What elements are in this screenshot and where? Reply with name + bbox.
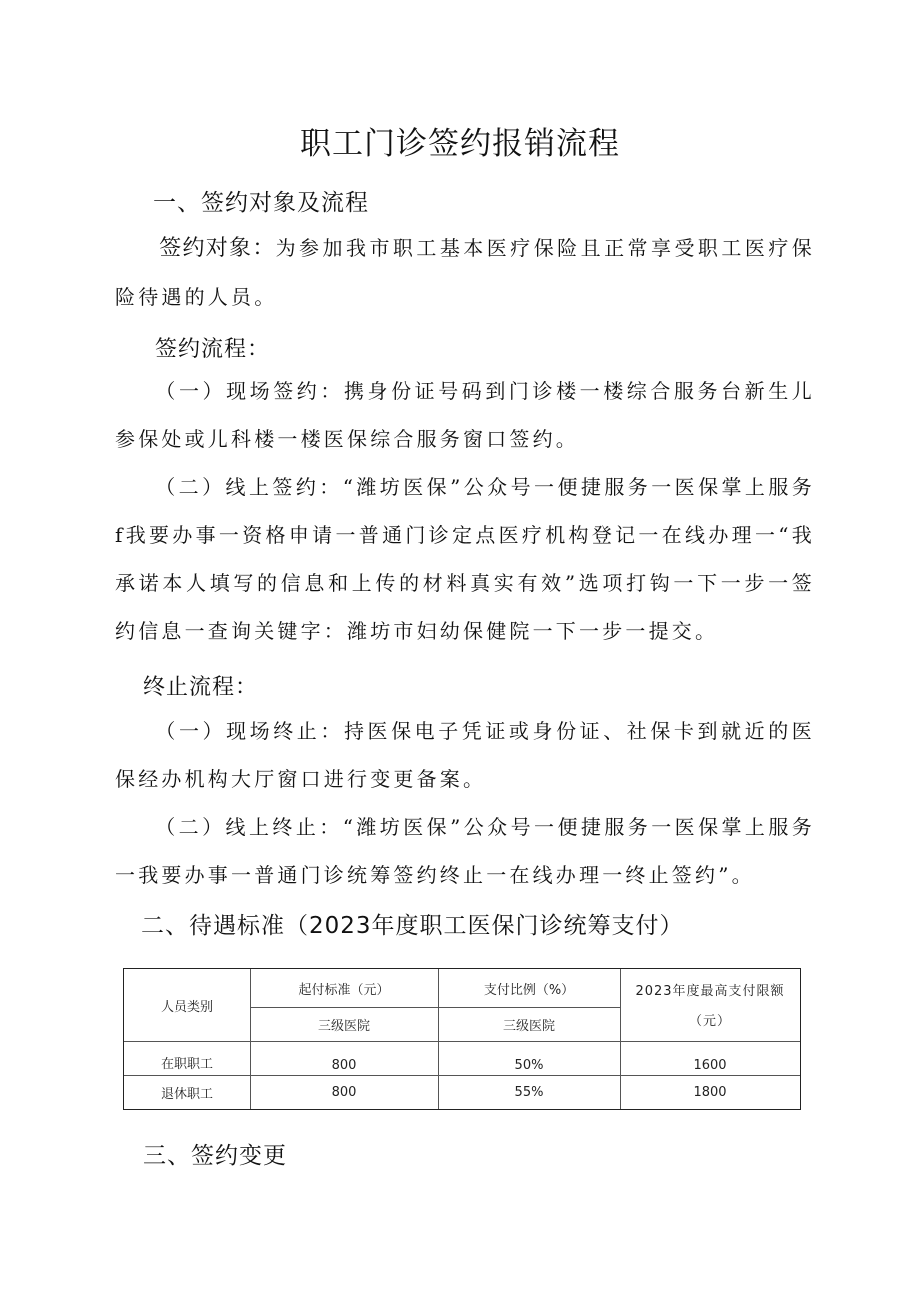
row-2-limit: 1800 [693, 1084, 727, 1100]
row-1-start: 800 [331, 1057, 357, 1073]
onsite-termination-text: （一）现场终止：持医保电子凭证或身份证、社保卡到就近的医保经办机构大厅窗口进行变更备案。 [115, 719, 815, 791]
benefits-table [123, 968, 801, 1110]
onsite-signing-paragraph [115, 367, 815, 463]
onsite-signing-text: （一）现场签约：携身份证号码到门诊楼一楼综合服务台新生儿参保处或儿科楼一楼医保综合服务窗口签约。 [115, 379, 815, 451]
signing-target-text: 为参加我市职工基本医疗保险且正常享受职工医疗保险待遇的人员。 [115, 236, 815, 309]
online-termination-paragraph [115, 803, 815, 899]
header-start-standard: 起付标准（元） [298, 982, 390, 998]
row-1-ratio: 50% [514, 1057, 544, 1073]
subheader-start-hospital-level: 三级医院 [317, 1018, 370, 1034]
onsite-termination-paragraph [115, 707, 815, 803]
signing-process-label: 签约流程： [155, 337, 271, 362]
signing-target-paragraph [115, 224, 815, 321]
online-termination-text: （二）线上终止：“潍坊医保”公众号一便捷服务一医保掌上服务一我要办事一普通门诊统筹签约终止一在线办理一终止签约”。 [115, 815, 815, 887]
header-max-limit: 2023年度最高支付限额（元） [635, 984, 785, 1029]
header-person-type: 人员类别 [160, 999, 213, 1015]
signing-target-label: 签约对象： [159, 236, 276, 261]
online-signing-text: （二）线上签约：“潍坊医保”公众号一便捷服务一医保掌上服务f我要办事一资格申请一普通门诊定点医疗机构登记一在线办理一“我承诺本人填写的信息和上传的材料真实有效”选项打钩一下一步一签约信息一查询关键字：潍坊市妇幼保健院一下一步一提交。 [115, 475, 815, 643]
page-title: 职工门诊签约报销流程 [300, 126, 620, 162]
termination-process-label: 终止流程： [143, 675, 259, 700]
section-1-heading: 一、签约对象及流程 [153, 190, 369, 216]
row-2-person-type: 退休职工 [160, 1086, 213, 1102]
row-2-start: 800 [331, 1084, 357, 1100]
online-signing-paragraph [115, 463, 815, 655]
header-payment-ratio: 支付比例（%） [483, 982, 575, 998]
section-2-heading: 二、待遇标准（2023年度职工医保门诊统筹支付） [141, 913, 684, 939]
subheader-ratio-hospital-level: 三级医院 [502, 1018, 555, 1034]
row-2-ratio: 55% [514, 1084, 544, 1100]
section-3-heading: 三、签约变更 [143, 1143, 287, 1169]
row-1-limit: 1600 [693, 1057, 727, 1073]
row-1-person-type: 在职职工 [160, 1056, 213, 1072]
